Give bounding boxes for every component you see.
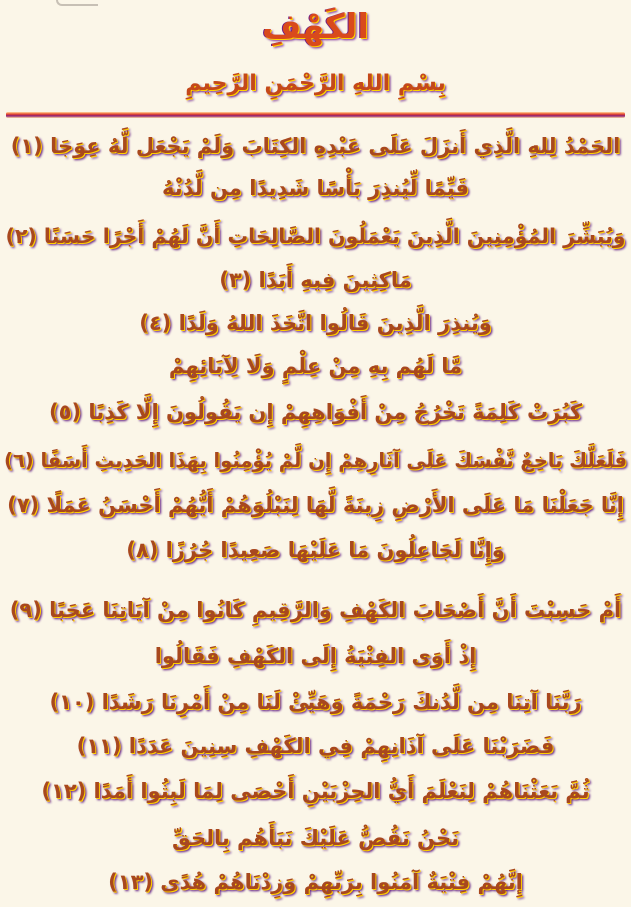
verse-line-6: مَّا لَهُم بِهِ مِنْ عِلْمٍ وَلَا لِآبَائِهِمْ: [168, 354, 463, 378]
verse-line-3: وَيُبَشِّرَ المُؤْمِنِينَ الَّذِينَ يَعْمَلُونَ الصَّالِحَاتِ أَنَّ لَهُمْ أَجْرًا حَسَنًا (٢): [5, 224, 626, 248]
verse-line-13: رَبَّنَا آتِنَا مِن لَّدُنكَ رَحْمَةً وَهَيِّئْ لَنَا مِنْ أَمْرِنَا رَشَدًا (١٠): [49, 690, 582, 714]
verse-line-5: وَيُنذِرَ الَّذِينَ قَالُوا اتَّخَذَ اللهُ وَلَدًا (٤): [139, 311, 492, 335]
surah-title: الكَهْفِ: [261, 7, 370, 47]
verse-line-9: إِنَّا جَعَلْنَا مَا عَلَى الأَرْضِ زِينَةً لَّهَا لِنَبْلُوَهُمْ أَيُّهُمْ أَحْسَنُ عَمَلًا (٧): [7, 493, 624, 517]
verse-line-16: نَحْنُ نَقُصُّ عَلَيْكَ نَبَأَهُم بِالحَقِّ: [172, 826, 459, 850]
verse-line-1: الحَمْدُ لِلهِ الَّذِي أَنزَلَ عَلَى عَبْدِهِ الكِتَابَ وَلَمْ يَجْعَل لَّهُ عِوَجَا (١): [10, 134, 621, 158]
verse-line-15: ثُمَّ بَعَثْنَاهُمْ لِنَعْلَمَ أَيُّ الحِزْبَيْنِ أَحْصَى لِمَا لَبِثُوا أَمَدًا (١٢): [41, 779, 590, 803]
verse-line-4: مَاكِثِينَ فِيهِ أَبَدًا (٣): [219, 268, 412, 292]
title-divider: [6, 112, 625, 118]
verse-line-14: فَضَرَبْنَا عَلَى آذَانِهِمْ فِي الكَهْفِ سِنِينَ عَدَدًا (١١): [76, 734, 555, 758]
verse-line-11: أَمْ حَسِبْتَ أَنَّ أَصْحَابَ الكَهْفِ وَالرَّقِيمِ كَانُوا مِنْ آيَاتِنَا عَجَبًا (٩): [9, 598, 622, 622]
verse-line-12: إِذْ أَوَى الفِتْيَةُ إِلَى الكَهْفِ فَقَالُوا: [154, 644, 477, 668]
verse-line-10: وَإِنَّا لَجَاعِلُونَ مَا عَلَيْهَا صَعِيدًا جُرُزًا (٨): [126, 538, 505, 562]
verse-line-7: كَبُرَتْ كَلِمَةً تَخْرُجُ مِنْ أَفْوَاهِهِمْ إِن يَقُولُونَ إِلَّا كَذِبًا (٥): [49, 400, 582, 424]
verse-line-17: إِنَّهُمْ فِتْيَةٌ آمَنُوا بِرَبِّهِمْ وَزِدْنَاهُمْ هُدًى (١٣): [108, 870, 523, 894]
verse-line-2: قَيِّمًا لِّيُنذِرَ بَأْسًا شَدِيدًا مِن لَّدُنْهُ: [162, 176, 469, 200]
verse-line-8: فَلَعَلَّكَ بَاخِعٌ نَّفْسَكَ عَلَى آثَارِهِمْ إِن لَّمْ يُؤْمِنُوا بِهَذَا الحَدِيثِ أَسَفًا (٦): [3, 449, 628, 472]
basmala: بِسْمِ اللهِ الرَّحْمَنِ الرَّحِيمِ: [185, 71, 446, 96]
